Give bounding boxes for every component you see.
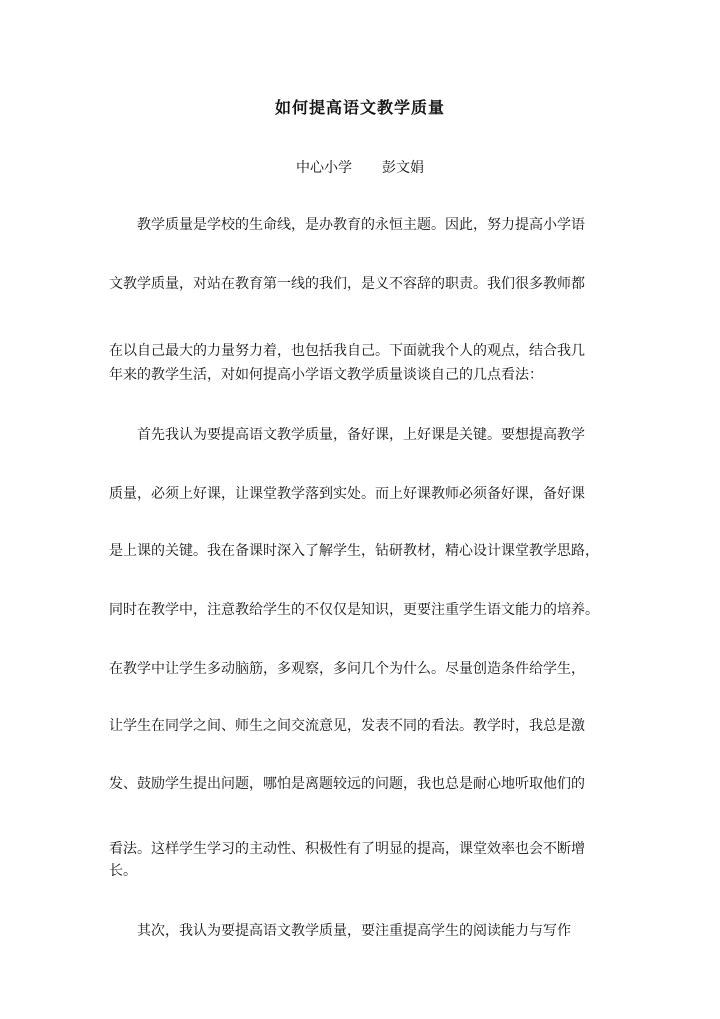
body-line: 看法。这样学生学习的主动性、积极性有了明显的提高，课堂效率也会不断增 bbox=[109, 841, 585, 857]
body-line: 是上课的关键。我在备课时深入了解学生，钻研教材，精心设计课堂教学思路， bbox=[109, 543, 599, 559]
body-line: 发、鼓励学生提出问题，哪怕是离题较远的问题，我也总是耐心地听取他们的 bbox=[109, 776, 585, 792]
body-line: 年来的教学生活，对如何提高小学语文教学质量谈谈自己的几点看法： bbox=[109, 367, 543, 383]
document-title: 如何提高语文教学质量 bbox=[274, 98, 445, 117]
body-line: 文教学质量，对站在教育第一线的我们，是义不容辞的职责。我们很多教师都 bbox=[109, 276, 585, 292]
body-line: 教学质量是学校的生命线，是办教育的永恒主题。因此，努力提高小学语 bbox=[109, 217, 585, 233]
school-name: 中心小学 bbox=[296, 160, 352, 176]
author-name: 彭文娟 bbox=[382, 160, 424, 176]
body-line: 其次，我认为要提高语文教学质量，要注重提高学生的阅读能力与写作 bbox=[109, 923, 571, 939]
body-line: 同时在教学中，注意教给学生的不仅仅是知识，更要注重学生语文能力的培养。 bbox=[109, 602, 599, 618]
body-line: 在教学中让学生多动脑筋，多观察，多问几个为什么。尽量创造条件给学生， bbox=[109, 661, 585, 677]
body-line: 质量，必须上好课，让课堂教学落到实处。而上好课教师必须备好课，备好课 bbox=[109, 486, 585, 502]
byline bbox=[0, 157, 720, 177]
body-line: 让学生在同学之间、师生之间交流意见，发表不同的看法。教学时，我总是激 bbox=[109, 718, 585, 734]
body-line: 首先我认为要提高语文教学质量，备好课，上好课是关键。要想提高教学 bbox=[109, 427, 585, 443]
body-line: 长。 bbox=[109, 863, 137, 879]
body-line: 在以自己最大的力量努力着，也包括我自己。下面就我个人的观点，结合我几 bbox=[109, 343, 585, 359]
